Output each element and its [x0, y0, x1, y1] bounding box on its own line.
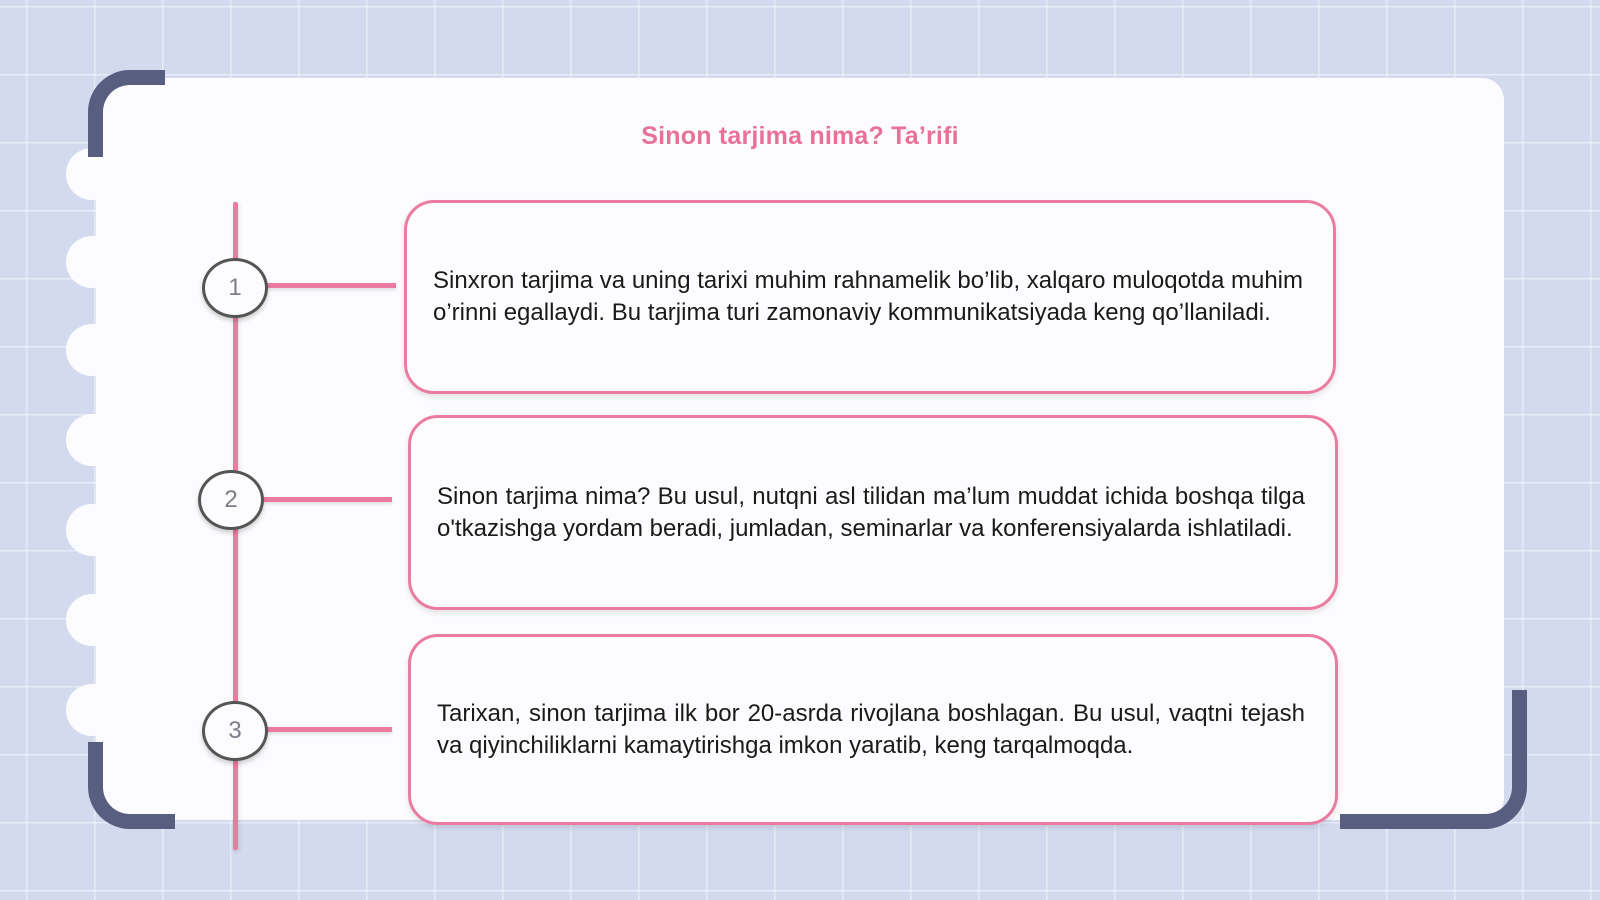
timeline-step-1-card: [404, 200, 1336, 394]
slide-title: Sinon tarjima nima? Ta’rifi: [641, 122, 959, 150]
timeline-step-1-text: Sinxron tarjima va uning tarixi muhim rahnamelik bo’lib, xalqaro muloqotda muhim o’rinni egallaydi. Bu tarjima turi zamonaviy kommunikatsiyada keng qo’llaniladi.: [433, 267, 1303, 326]
timeline-step-2-number: 2: [224, 486, 238, 513]
timeline-step-3-number: 3: [228, 717, 242, 744]
timeline-connector-3: [266, 727, 392, 732]
timeline-step-2-text: Sinon tarjima nima? Bu usul, nutqni asl tilidan ma’lum muddat ichida boshqa tilga o'tkazishga yordam beradi, jumladan, seminarlar va konferensiyalarda ishlatiladi.: [437, 482, 1305, 542]
timeline-step-1-number: 1: [228, 274, 242, 301]
timeline-step-2-card: [408, 415, 1338, 610]
timeline-step-3-text: Tarixan, sinon tarjima ilk bor 20-asrda rivojlana boshlagan. Bu usul, vaqtni tejash va qiyinchiliklarni kamaytirishga imkon yaratib, keng tarqalmoqda.: [437, 699, 1305, 759]
timeline-connector-1: [266, 283, 396, 288]
timeline-step-3-card: [408, 634, 1338, 825]
timeline-step-3-marker: [202, 701, 268, 761]
frame-corner-bottom-left: [88, 742, 175, 829]
timeline-connector-2: [264, 497, 392, 502]
frame-corner-bottom-right: [1340, 690, 1527, 829]
timeline-step-2-marker: [198, 470, 264, 530]
timeline-step-1-marker: [202, 258, 268, 318]
